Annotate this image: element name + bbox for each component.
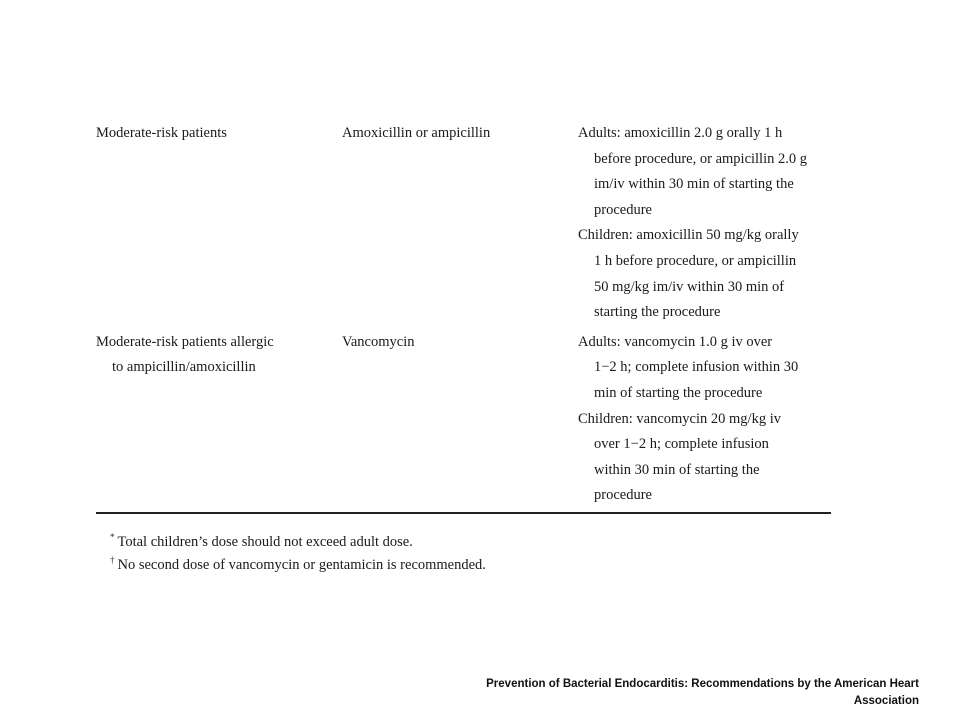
regimen-entry-children [578,223,832,325]
patient-group-cell [96,330,342,381]
regimen-line: procedure [594,487,652,504]
regimen-line: 50 mg/kg im/iv within 30 min of [594,278,785,295]
regimen-cell [578,121,832,326]
footnote [110,531,486,554]
regimen-entry-adults [578,330,832,407]
footnote-mark: † [110,555,115,566]
regimen-table [96,121,832,509]
regimen-line: 1 h before procedure, or ampicillin [594,252,797,269]
patient-group-line: Moderate-risk patients allergic [96,333,274,350]
regimen-line: procedure [594,201,652,218]
table-row [96,121,832,326]
regimen-entry-adults [578,121,832,223]
table-row [96,330,832,509]
regimen-line: im/iv within 30 min of starting the [594,176,794,193]
regimen-line: Children: amoxicillin 50 mg/kg orally [578,227,799,244]
regimen-line: over 1−2 h; complete infusion [594,436,769,453]
footnote-text: No second dose of vancomycin or gentamicin is recommended. [117,557,486,573]
regimen-line: before procedure, or ampicillin 2.0 g [594,150,807,167]
patient-group-line: Moderate-risk patients [96,125,227,141]
regimen-entry-children [578,407,832,509]
patient-group-cell [96,121,342,147]
regimen-line: Adults: amoxicillin 2.0 g orally 1 h [578,125,783,141]
regimen-line: Adults: vancomycin 1.0 g iv over [578,333,773,350]
regimen-line: Children: vancomycin 20 mg/kg iv [578,410,781,427]
agent-cell: Vancomycin [342,333,415,350]
regimen-line: min of starting the procedure [594,384,763,401]
source-citation: Prevention of Bacterial Endocarditis: Recommendations by the American Heart Association [486,678,919,707]
footnote-mark: * [110,532,115,543]
patient-group-line: to ampicillin/amoxicillin [112,359,256,376]
regimen-line: within 30 min of starting the [594,461,760,478]
footnotes [110,531,486,577]
regimen-line: starting the procedure [594,304,721,321]
agent-cell: Amoxicillin or ampicillin [342,125,491,141]
table-bottom-rule [96,512,831,514]
footnote [110,554,486,577]
regimen-line: 1−2 h; complete infusion within 30 [594,359,799,376]
footnote-text: Total children’s dose should not exceed adult dose. [117,534,413,550]
regimen-cell [578,330,832,509]
